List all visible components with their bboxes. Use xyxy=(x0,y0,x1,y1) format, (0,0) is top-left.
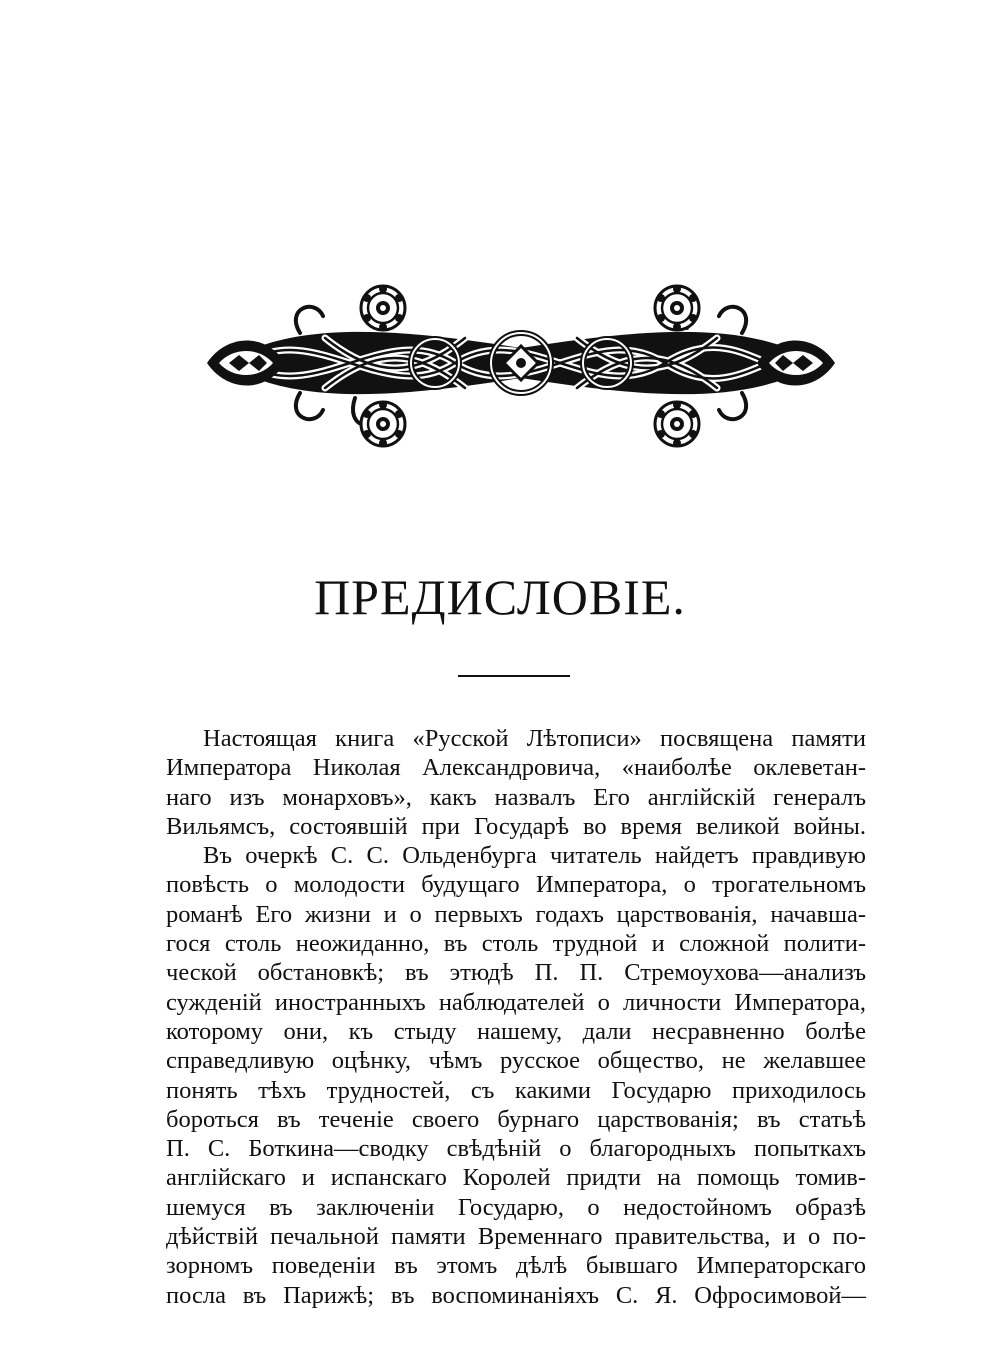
text-line: которому они, къ стыду нашему, дали несравненно болѣе xyxy=(166,1017,866,1045)
text-line: зорномъ поведеніи въ этомъ дѣлѣ бывшаго Императорскаго xyxy=(166,1252,866,1280)
text-line: Императора Николая Александровича, «наиболѣе оклеветан- xyxy=(166,754,866,782)
text-line: Въ очеркѣ С. С. Ольденбурга читатель найдетъ правдивую xyxy=(203,842,866,870)
text-line: шемуся въ заключеніи Государю, о недостойномъ образѣ xyxy=(166,1193,866,1221)
preface-body xyxy=(166,724,866,1310)
text-line: посла въ Парижѣ; въ воспоминаніяхъ С. Я. Офросимовой— xyxy=(166,1281,866,1309)
text-line: Настоящая книга «Русской Лѣтописи» посвящена памяти xyxy=(203,725,866,752)
paragraph xyxy=(166,841,866,1310)
text-line: повѣсть о молодости будущаго Императора, о трогательномъ xyxy=(166,871,866,899)
text-line: бороться въ теченіе своего бурнаго царствованія; въ статьѣ xyxy=(166,1105,866,1133)
text-line: дѣйствій печальной памяти Временнаго правительства, и о по- xyxy=(166,1223,866,1251)
headpiece-ornament-icon xyxy=(205,278,837,448)
text-line: Вильямсъ, состоявшій при Государѣ во время великой войны. xyxy=(166,812,866,840)
text-line: гося столь неожиданно, въ столь трудной и сложной полити- xyxy=(166,930,866,958)
text-line: понять тѣхъ трудностей, съ какими Государю приходилось xyxy=(166,1076,866,1104)
text-line: наго изъ монарховъ», какъ назвалъ Его англійскій генералъ xyxy=(166,783,866,811)
text-line: англійскаго и испанскаго Королей придти на помощь томив- xyxy=(166,1164,866,1192)
paragraph xyxy=(166,724,866,841)
chapter-title: ПРЕДИСЛОВІЕ. xyxy=(314,569,686,625)
text-line: сужденій иностранныхъ наблюдателей о личности Императора, xyxy=(166,988,866,1016)
text-line: П. С. Боткина—сводку свѣдѣній о благородныхъ попыткахъ xyxy=(166,1135,866,1163)
text-line: романѣ Его жизни и о первыхъ годахъ царствованія, начавша- xyxy=(166,900,866,928)
text-line: ческой обстановкѣ; въ этюдѣ П. П. Стремоухова—анализъ xyxy=(166,959,866,987)
title-divider xyxy=(458,675,570,677)
text-line: справедливую оцѣнку, чѣмъ русское общество, не желавшее xyxy=(166,1047,866,1075)
